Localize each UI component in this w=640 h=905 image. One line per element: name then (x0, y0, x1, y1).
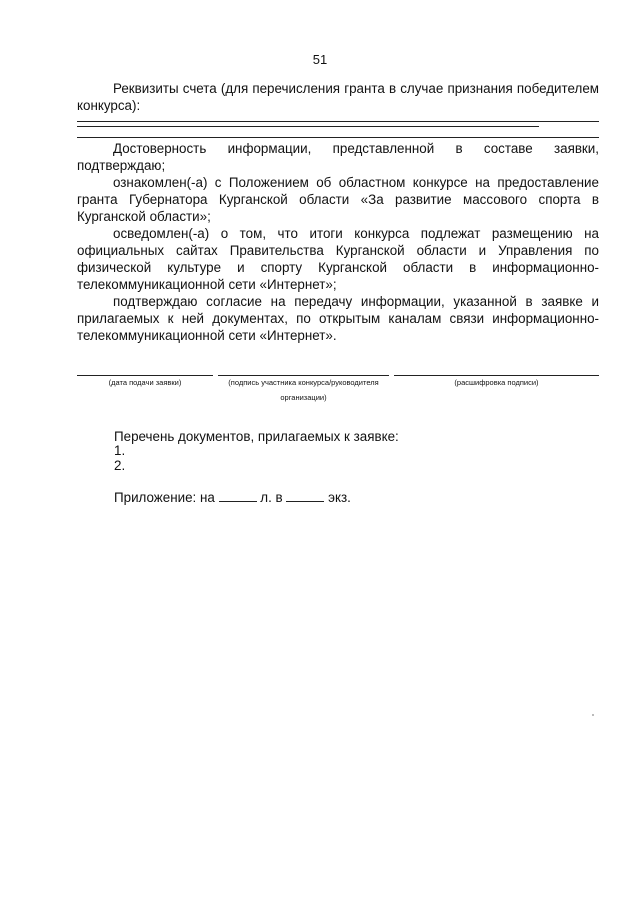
appendix-line (114, 489, 351, 506)
confirm-paragraph: Достоверность информации, представленной в составе заявки, подтверждаю; (77, 141, 599, 173)
account-requisites-label: Реквизиты счета (для перечисления гранта в случае признания победителем конкурса): (77, 81, 599, 113)
document-item-1: 1. (114, 443, 126, 458)
signature-caption-line2: организации) (280, 393, 327, 402)
appendix-prefix: Приложение: на (114, 490, 215, 505)
appendix-middle: л. в (260, 490, 283, 505)
appendix-suffix: экз. (328, 490, 351, 505)
page-number: 51 (312, 52, 328, 67)
requisites-fill-line-2 (77, 121, 599, 122)
scan-speck (592, 714, 594, 716)
informed-paragraph: осведомлен(-а) о том, что итоги конкурса подлежат размещению на официальных сайтах Правительства Курганской области и Управления по физической культуре и спорту Курганской области в информационно-телекоммуникационной сети «Интернет»; (77, 226, 599, 292)
date-signature-line (77, 375, 213, 376)
documents-heading: Перечень документов, прилагаемых к заявке: (114, 429, 399, 444)
date-caption: (дата подачи заявки) (108, 378, 182, 387)
account-requisites (77, 80, 599, 131)
decoding-caption: (расшифровка подписи) (454, 378, 539, 387)
signature-line (218, 375, 389, 376)
consent-paragraph: подтверждаю согласие на передачу информации, указанной в заявке и прилагаемых к ней документах, по открытым каналам связи информационно-телекоммуникационной сети «Интернет». (77, 294, 599, 343)
requisites-fill-line-3 (77, 137, 599, 138)
acquainted-paragraph: ознакомлен(-а) с Положением об областном конкурсе на предоставление гранта Губернатора Курганской области «За развитие массового спорта в Курганской области»; (77, 175, 599, 224)
appendix-copies-blank (286, 489, 324, 502)
signature-caption-line1: (подпись участника конкурса/руководителя (228, 378, 379, 387)
appendix-pages-blank (219, 489, 257, 502)
decoding-signature-line (394, 375, 599, 376)
document-item-2: 2. (114, 458, 126, 473)
